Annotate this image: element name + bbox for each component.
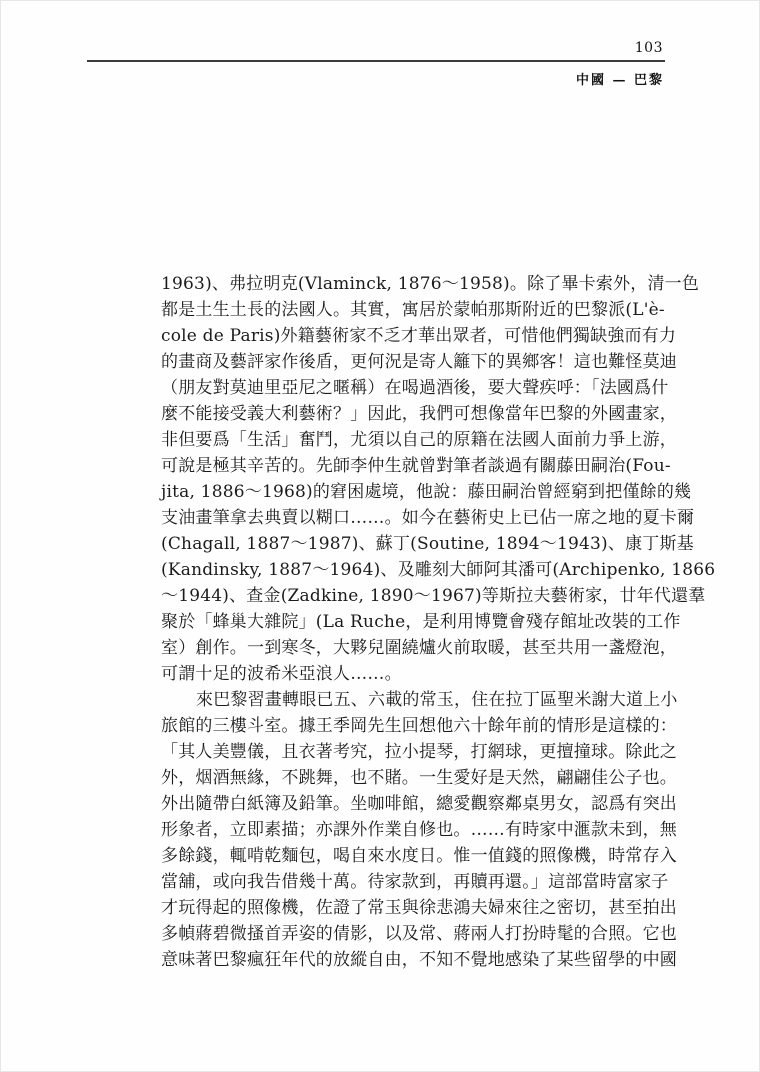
text-line: 室）創作。一到寒冬，大夥兒圍繞爐火前取暖，甚至共用一盞燈泡， [161,638,677,658]
text-line: 1963)、弗拉明克(Vlaminck, 1876～1958)。除了畢卡索外，清一色 [161,274,700,294]
text-line: (Chagall, 1887～1987)、蘇丁(Soutine, 1894～1943)、康丁斯基 [161,534,694,554]
text-line: 多餘錢，輒啃乾麵包，喝自來水度日。惟一值錢的照像機，時常存入 [161,846,677,866]
page-number: 103 [634,40,663,56]
text-line: 「其人美豐儀，且衣著考究，拉小提琴，打網球，更擅撞球。除此之 [161,742,677,762]
text-line: jita, 1886～1968)的窘困處境，他說：藤田嗣治曾經窮到把僅餘的幾 [161,482,692,502]
running-head: 中國 — 巴黎 [575,73,664,88]
text-line: （朋友對莫迪里亞尼之暱稱）在喝過酒後，要大聲疾呼：「法國爲什 [161,378,669,398]
text-line: 的畫商及藝評家作後盾，更何況是寄人籬下的異鄉客！這也難怪莫迪 [161,352,677,372]
text-line: 都是土生土長的法國人。其實，寓居於蒙帕那斯附近的巴黎派(L'è- [161,300,665,320]
text-line: 多幀蔣碧微搔首弄姿的倩影，以及常、蔣兩人打扮時髦的合照。它也 [161,924,677,944]
header-rule [87,60,665,62]
text-line: 形象者，立即素描；亦課外作業自修也。……有時家中滙款未到，無 [161,820,677,840]
text-line: 非但要爲「生活」奮鬥，尤須以自己的原籍在法國人面前力爭上游， [161,430,677,450]
body-text [161,271,716,973]
text-line: 可說是極其辛苦的。先師李仲生就曾對筆者談過有關藤田嗣治(Fou- [161,456,671,476]
text-line: 旅館的三樓斗室。據王季岡先生回想他六十餘年前的情形是這樣的： [161,716,677,736]
text-line: ～1944)、查金(Zadkine, 1890～1967)等斯拉夫藝術家，廿年代還羣 [161,586,706,606]
text-line: cole de Paris)外籍藝術家不乏才華出眾者，可惜他們獨缺強而有力 [161,326,677,346]
text-line: 才玩得起的照像機，佐證了常玉與徐悲鴻夫婦來往之密切，甚至拍出 [161,898,677,918]
text-line: 麼不能接受義大利藝術？」因此，我們可想像當年巴黎的外國畫家， [161,404,677,424]
text-line: 來巴黎習畫轉眼已五、六載的常玉，住在拉丁區聖米謝大道上小 [196,690,678,710]
text-line: 外，烟酒無緣，不跳舞，也不賭。一生愛好是天然，翩翩佳公子也。 [161,768,677,788]
text-line: (Kandinsky, 1887～1964)、及雕刻大師阿其潘可(Archipenko, 1866 [161,560,716,580]
text-line: 可謂十足的波希米亞浪人……。 [161,664,402,684]
text-line: 聚於「蜂巢大雜院」(La Ruche，是利用博覽會殘存館址改裝的工作 [161,612,681,632]
text-line: 當舖，或向我告借幾十萬。待家款到，再贖再還。」這部當時富家子 [161,872,669,892]
text-line: 意味著巴黎瘋狂年代的放縱自由，不知不覺地感染了某些留學的中國 [161,950,677,970]
text-line: 支油畫筆拿去典賣以糊口……。如今在藝術史上已佔一席之地的夏卡爾 [161,508,695,528]
text-line: 外出隨帶白紙簿及鉛筆。坐咖啡館，總愛觀察鄰桌男女，認爲有突出 [161,794,677,814]
